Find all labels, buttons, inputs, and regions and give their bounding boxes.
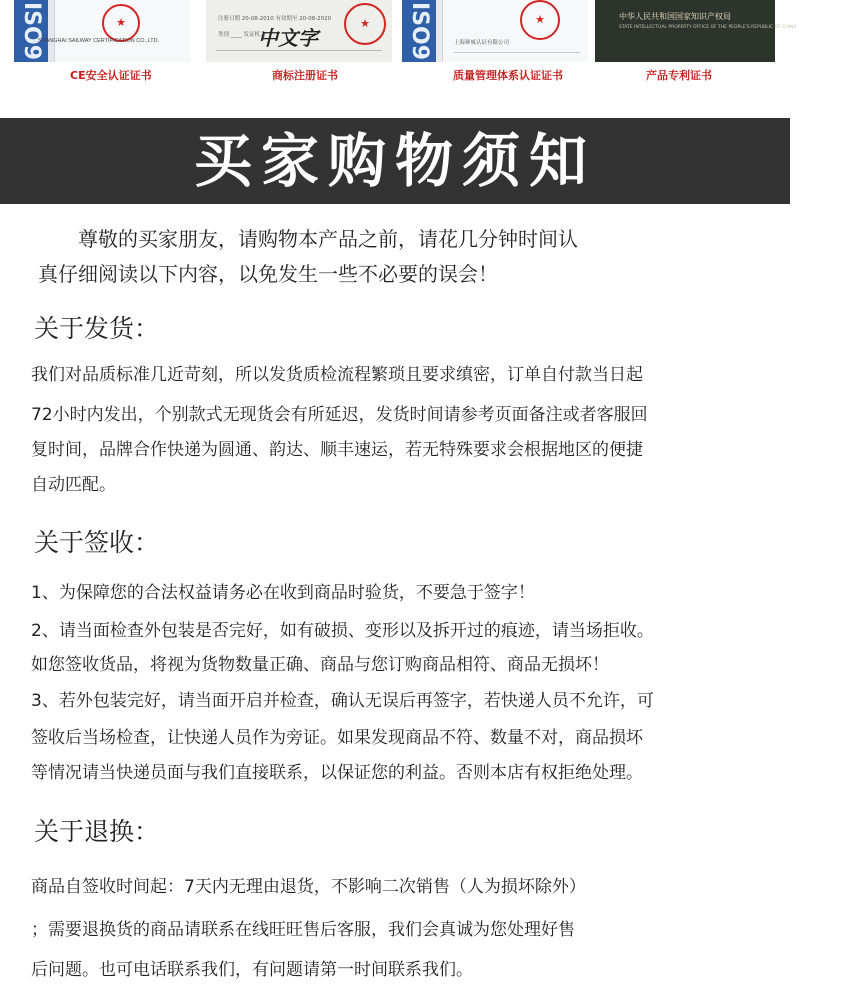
paragraph-line: 自动匹配。 [31, 475, 116, 495]
certificate-caption: CE安全认证证书 [70, 69, 152, 82]
seal-icon [344, 3, 386, 45]
page-title: 买家购物须知 [193, 127, 596, 195]
section-heading-shipping: 关于发货： [34, 314, 160, 343]
paragraph-line: 2、请当面检查外包装是否完好，如有破损、变形以及拆开过的痕迹，请当场拒收。 [31, 621, 654, 641]
signature: 中文字 [258, 26, 318, 50]
patent-certificate-image [595, 0, 797, 62]
certificate-row: 类别 ____ 发证机关 [218, 32, 266, 38]
section-heading-receipt: 关于签收： [34, 528, 160, 557]
intro-line: 尊敬的买家朋友，请购物本产品之前，请花几分钟时间认 [78, 227, 578, 251]
quality-certificate-image [402, 0, 588, 62]
paragraph-line: 72小时内发出，个别款式无现货会有所延迟，发货时间请参考页面备注或者客服回 [31, 405, 648, 425]
paragraph-line: 签收后当场检查，让快递人员作为旁证。如果发现商品不符、数量不对，商品损坏 [31, 728, 643, 748]
certificate-issuer: SHANGHAI SAILWAY CERTIFICATION CO.,LTD. [38, 38, 160, 44]
certificate-caption: 质量管理体系认证证书 [453, 69, 563, 82]
paragraph-line: 1、为保障您的合法权益请务必在收到商品时验货，不要急于签字！ [31, 583, 535, 603]
certificate-caption: 商标注册证书 [272, 69, 338, 82]
intro-line: 真仔细阅读以下内容，以免发生一些不必要的误会！ [38, 262, 498, 286]
iso-band: ISO9 [402, 0, 436, 62]
iso-band: ISO9 [14, 0, 48, 62]
certificate-row: 注册日期 20-08-2010 有效期至 20-08-2020 [218, 16, 332, 22]
certificate-strip [0, 0, 797, 62]
paragraph-line: ；需要退换货的商品请联系在线旺旺售后客服，我们会真诚为您处理好售 [31, 920, 575, 940]
patent-office-subtitle: STATE INTELLECTUAL PROPERTY OFFICE OF THE PEOPLE'S REPUBLIC OF CHINA [619, 25, 797, 30]
paragraph-line: 商品自签收时间起：7天内无理由退货，不影响二次销售（人为损坏除外） [31, 877, 586, 897]
paragraph-line: 如您签收货品，将视为货物数量正确、商品与您订购商品相符、商品无损坏！ [31, 655, 609, 675]
paragraph-line: 我们对品质标准几近苛刻，所以发货质检流程繁琐且要求缜密，订单自付款当日起 [31, 365, 643, 385]
trademark-certificate-image [206, 0, 392, 62]
paragraph-line: 等情况请当快递员面与我们直接联系，以保证您的利益。否则本店有权拒绝处理。 [31, 763, 643, 783]
patent-office-title: 中华人民共和国国家知识产权局 [619, 12, 731, 21]
title-banner [0, 118, 790, 204]
paragraph-line: 后问题。也可电话联系我们，有问题请第一时间联系我们。 [31, 960, 473, 980]
certificate-caption: 产品专利证书 [646, 69, 712, 82]
seal-icon [520, 0, 560, 40]
certificate-issuer: 上海赛威认证有限公司 [454, 40, 510, 46]
ce-certificate-image [14, 0, 190, 62]
paragraph-line: 复时间，品牌合作快递为圆通、韵达、顺丰速运，若无特殊要求会根据地区的便捷 [31, 440, 643, 460]
seal-icon [102, 4, 140, 42]
section-heading-returns: 关于退换： [34, 817, 160, 846]
paragraph-line: 3、若外包装完好，请当面开启并检查，确认无误后再签字，若快递人员不允许，可 [31, 691, 654, 711]
